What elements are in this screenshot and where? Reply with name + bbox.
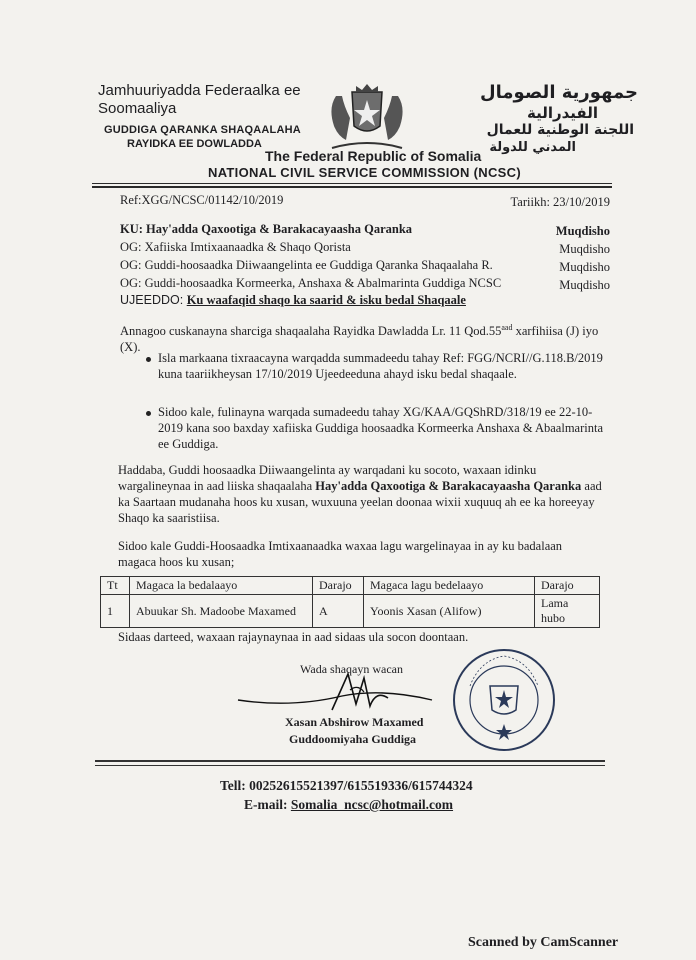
signatory-title: Guddoomiyaha Guddiga <box>289 732 417 746</box>
official-stamp <box>450 646 558 754</box>
letterhead-arabic-line2: الفيدرالية <box>527 104 598 122</box>
bullet1-line2: kuna taariikheysan 17/10/2019 Ujeedeeduna ahayd isku bedal shaqaale. <box>158 367 517 381</box>
addressee-cc-3: OG: Guddi-hoosaadka Kormeerka, Anshaxa & Abalmarinta Guddiga NCSC <box>120 276 502 290</box>
scanner-watermark: Scanned by CamScanner <box>468 935 619 950</box>
addressee-to-city: Muqdisho <box>555 224 610 238</box>
letterhead-arabic-line4: المدني للدولة <box>489 140 576 155</box>
addressee-cc-1: OG: Xafiiska Imtixaanaadka & Shaqo Qorista <box>120 240 351 254</box>
para2-line1: Haddaba, Guddi hoosaadka Diiwaangelinta ay warqadani ku socoto, waxaan idinku <box>118 463 537 477</box>
subject-line <box>120 293 466 308</box>
letterhead-english-line1: The Federal Republic of Somalia <box>265 148 482 164</box>
bullet2-line3: ee Guddiga. <box>158 437 219 451</box>
addressee-cc-2: OG: Guddi-hoosaadka Diiwaangelinta ee Guddiga Qaranka Shaqaalaha R. <box>120 258 493 272</box>
employee-change-table <box>100 576 600 628</box>
letterhead-english-line2: NATIONAL CIVIL SERVICE COMMISSION (NCSC) <box>208 165 521 180</box>
bullet-paragraph-1 <box>158 350 603 382</box>
para3-line1: Sidoo kale Guddi-Hoosaadka Imtixaanaadka waxaa lagu wargelinayaa in ay ku badalaan <box>118 539 563 553</box>
table-header-cell: Magaca lagu bedelaayo <box>364 577 535 595</box>
bullet-dot-2 <box>146 411 151 416</box>
letterhead-arabic-line3: اللجنة الوطنية للعمال <box>486 122 634 138</box>
letterhead-commission-line1: GUDDIGA QARANKA SHAQAALAHA <box>104 124 301 136</box>
letterhead-somali-line1: Jamhuuriyadda Federaalka ee <box>98 82 301 99</box>
table-header-cell: Darajo <box>313 577 364 595</box>
addressee-to: KU: Hay'adda Qaxootiga & Barakacayaasha Qaranka <box>120 222 413 236</box>
closing-line: Sidaas darteed, waxaan rajaynaynaa in aad sidaas ula socon doontaan. <box>118 630 469 644</box>
bullet-paragraph-2 <box>158 404 603 452</box>
table-cell: Abuukar Sh. Madoobe Maxamed <box>130 595 313 628</box>
table-cell: Lama hubo <box>535 595 600 628</box>
coat-of-arms-emblem <box>322 78 412 156</box>
signatory-name: Xasan Abshirow Maxamed <box>285 715 424 729</box>
intro-text-line2: (X). <box>120 340 141 355</box>
bullet-dot-1 <box>146 357 151 362</box>
letterhead-arabic-line1: جمهورية الصومال <box>480 82 638 103</box>
table-row <box>101 595 600 628</box>
addressee-cc-3-city: Muqdisho <box>559 278 610 292</box>
intro-text-a: Annagoo cuskanayna sharciga shaqaalaha Rayidka Dawladda Lr. 11 Qod.55 <box>120 324 502 339</box>
para2-line2-a: wargalineynaa in aad liiska shaqaalaha <box>118 479 316 493</box>
subject-label: UJEEDDO: <box>120 293 184 307</box>
subject-text: Ku waafaqid shaqo ka saarid & isku bedal Shaqaale <box>186 293 466 307</box>
addressee-cc-1-city: Muqdisho <box>559 242 610 256</box>
letterhead-somali-line2: Soomaaliya <box>98 100 177 117</box>
bullet2-line1: Sidoo kale, fulinayna warqada sumadeedu tahay XG/KAA/GQShRD/318/19 ee 22-10- <box>158 405 593 419</box>
letterhead-commission-line2: RAYIDKA EE DOWLADDA <box>127 138 262 150</box>
intro-superscript: aad <box>501 323 513 332</box>
reference-number: Ref:XGG/NCSC/01142/10/2019 <box>120 193 284 207</box>
footer-rule-top <box>95 760 605 762</box>
table-cell: Yoonis Xasan (Alifow) <box>364 595 535 628</box>
table-header-cell: Darajo <box>535 577 600 595</box>
header-rule-top <box>92 183 612 184</box>
paragraph-3 <box>118 538 562 570</box>
paragraph-2 <box>118 462 602 526</box>
signature-greeting: Wada shaqayn wacan <box>300 662 403 676</box>
addressee-cc-2-city: Muqdisho <box>559 260 610 274</box>
table-cell: A <box>313 595 364 628</box>
para2-line2-c: aad <box>581 479 602 493</box>
table-header-row <box>101 577 600 595</box>
para2-line3: ka Saartaan mudanaha hoos ku xusan, wuxuuna yeelan doonaa wixii xuquuq ah ee ka horeeyay <box>118 495 595 509</box>
footer-email-link[interactable]: Somalia_ncsc@hotmail.com <box>290 797 454 812</box>
table-cell: 1 <box>101 595 130 628</box>
table-header-cell: Magaca la bedalaayo <box>130 577 313 595</box>
para2-line4: Shaqo ka saaristiisa. <box>118 511 220 525</box>
para2-line2-bold: Hay'adda Qaxootiga & Barakacayaasha Qaranka <box>315 479 582 493</box>
header-rule-bottom <box>92 186 612 188</box>
footer-email-label: E-mail: <box>244 797 291 812</box>
handwritten-signature <box>232 670 452 720</box>
para3-line2: magaca hoos ku xusan; <box>118 555 235 569</box>
footer-telephone: Tell: 00252615521397/615519336/615744324 <box>220 778 473 793</box>
letter-date: Tariikh: 23/10/2019 <box>510 195 610 209</box>
bullet2-line2: 2019 kana soo baxday xafiiska Guddiga hoosaadka Kormeerka Anshaxa & Abaalmarinta <box>158 421 604 435</box>
footer-rule-bottom <box>95 765 605 766</box>
bullet1-line1: Isla markaana tixraacayna warqadda summadeedu tahay Ref: FGG/NCRI//G.118.B/2019 <box>158 351 603 365</box>
footer-email-line <box>244 797 453 813</box>
table-header-cell: Tt <box>101 577 130 595</box>
intro-text-b: xarfihiisa (J) iyo <box>512 324 599 339</box>
